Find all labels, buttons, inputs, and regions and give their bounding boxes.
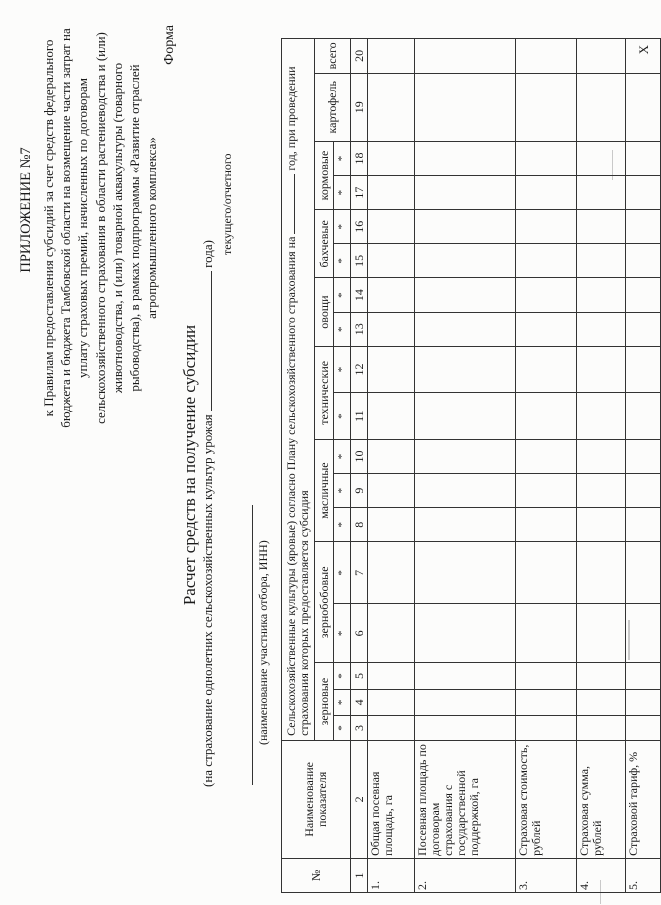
star-mark: * [334, 439, 351, 473]
col-number: 9 [351, 474, 368, 508]
row-name: Посевная площадь по договорам страхования с государственной поддержкой, га [415, 740, 516, 858]
col-number: 18 [351, 141, 368, 175]
col-number: 17 [351, 176, 368, 210]
year-blank [211, 271, 212, 411]
col-number: 3 [351, 716, 368, 741]
col-number: 13 [351, 312, 368, 346]
calc-subtitle-end: года) [200, 240, 215, 268]
row-name: Страховой тариф, % [626, 740, 661, 858]
star-mark: * [334, 278, 351, 312]
calc-subtitle-start: (на страхование однолетних сельскохозяйственных культур урожая [200, 414, 215, 787]
table-row [368, 39, 415, 893]
form-label: Форма [162, 25, 177, 65]
header-main-start: Сельскохозяйственные культуры (яровые) согласно Плану сельскохозяйственного страхования на [284, 236, 298, 736]
col-number: 11 [351, 393, 368, 440]
participant-hint: (наименование участника отбора, ИНН) [256, 540, 270, 745]
star-mark: * [334, 689, 351, 715]
group-melons: бахчевые [315, 210, 334, 278]
col-number: 6 [351, 604, 368, 663]
star-mark: * [334, 604, 351, 663]
table-row [626, 39, 661, 893]
star-mark: * [334, 393, 351, 440]
col-number: 5 [351, 663, 368, 689]
subsidy-table [281, 38, 661, 893]
col-number: 7 [351, 542, 368, 604]
col-number: 8 [351, 508, 368, 542]
table-row [577, 39, 626, 893]
participant-line [252, 505, 253, 785]
row-no: 1. [368, 858, 415, 892]
group-technical: технические [315, 346, 334, 439]
col-number: 14 [351, 278, 368, 312]
star-mark: * [334, 474, 351, 508]
col-name: Наименование показателя [282, 740, 351, 858]
star-mark: * [334, 346, 351, 393]
header-main [282, 39, 315, 741]
group-vegetables: овощи [315, 278, 334, 346]
group-oilseeds: масличные [315, 439, 334, 541]
col-number: 4 [351, 689, 368, 715]
col-number: 12 [351, 346, 368, 393]
row-no: 2. [415, 858, 516, 892]
col-total: всего [315, 39, 351, 74]
col-number: 20 [351, 39, 368, 74]
x-mark: X [626, 39, 661, 74]
table-row [415, 39, 516, 893]
col-number: 1 [351, 858, 368, 892]
calc-title: Расчет средств на получение субсидии [180, 324, 199, 606]
row-name: Страховая сумма, рублей [577, 740, 626, 858]
appendix-text: к Правилам предоставления субсидий за счет средств федерального бюджета и бюджета Тамбовской области на возмещение части затрат на уплату страховых премий, начисленных по договорам сельскохозяйственного страхования в области растениеводства и (или) животноводства, и (или) товарной аквакультуры (товарного рыбоводства), в рамках подпрограммы «Развитие отраслей агропромышленного комплекса» [41, 28, 160, 428]
header-main-end: год, при проведении страхования которых предоставляется субсидия [284, 66, 311, 736]
star-mark: * [334, 210, 351, 244]
star-mark: * [334, 244, 351, 278]
col-number: 19 [351, 73, 368, 141]
col-potato: картофель [315, 73, 351, 141]
star-mark: * [334, 508, 351, 542]
star-mark: * [334, 312, 351, 346]
group-fodder: кормовые [315, 141, 334, 209]
col-number: 10 [351, 439, 368, 473]
plan-year-blank [294, 174, 295, 234]
row-no: 4. [577, 858, 626, 892]
col-no: № [282, 858, 351, 892]
star-mark: * [334, 176, 351, 210]
group-grain: зерновые [315, 663, 334, 741]
group-legumes: зернобобовые [315, 542, 334, 663]
col-number: 16 [351, 210, 368, 244]
year-hint: текущего/отчетного [220, 153, 234, 255]
row-name: Страховая стоимость, рублей [516, 740, 577, 858]
row-name: Общая посевная площадь, га [368, 740, 415, 858]
star-mark: * [334, 663, 351, 689]
row-no: 5. [626, 858, 661, 892]
star-mark: * [334, 141, 351, 175]
star-mark: * [334, 716, 351, 741]
appendix-title: ПРИЛОЖЕНИЕ №7 [18, 147, 34, 273]
star-mark: * [334, 542, 351, 604]
col-number: 2 [351, 740, 368, 858]
table-row [516, 39, 577, 893]
row-no: 3. [516, 858, 577, 892]
calc-subtitle [200, 240, 216, 787]
col-number: 15 [351, 244, 368, 278]
